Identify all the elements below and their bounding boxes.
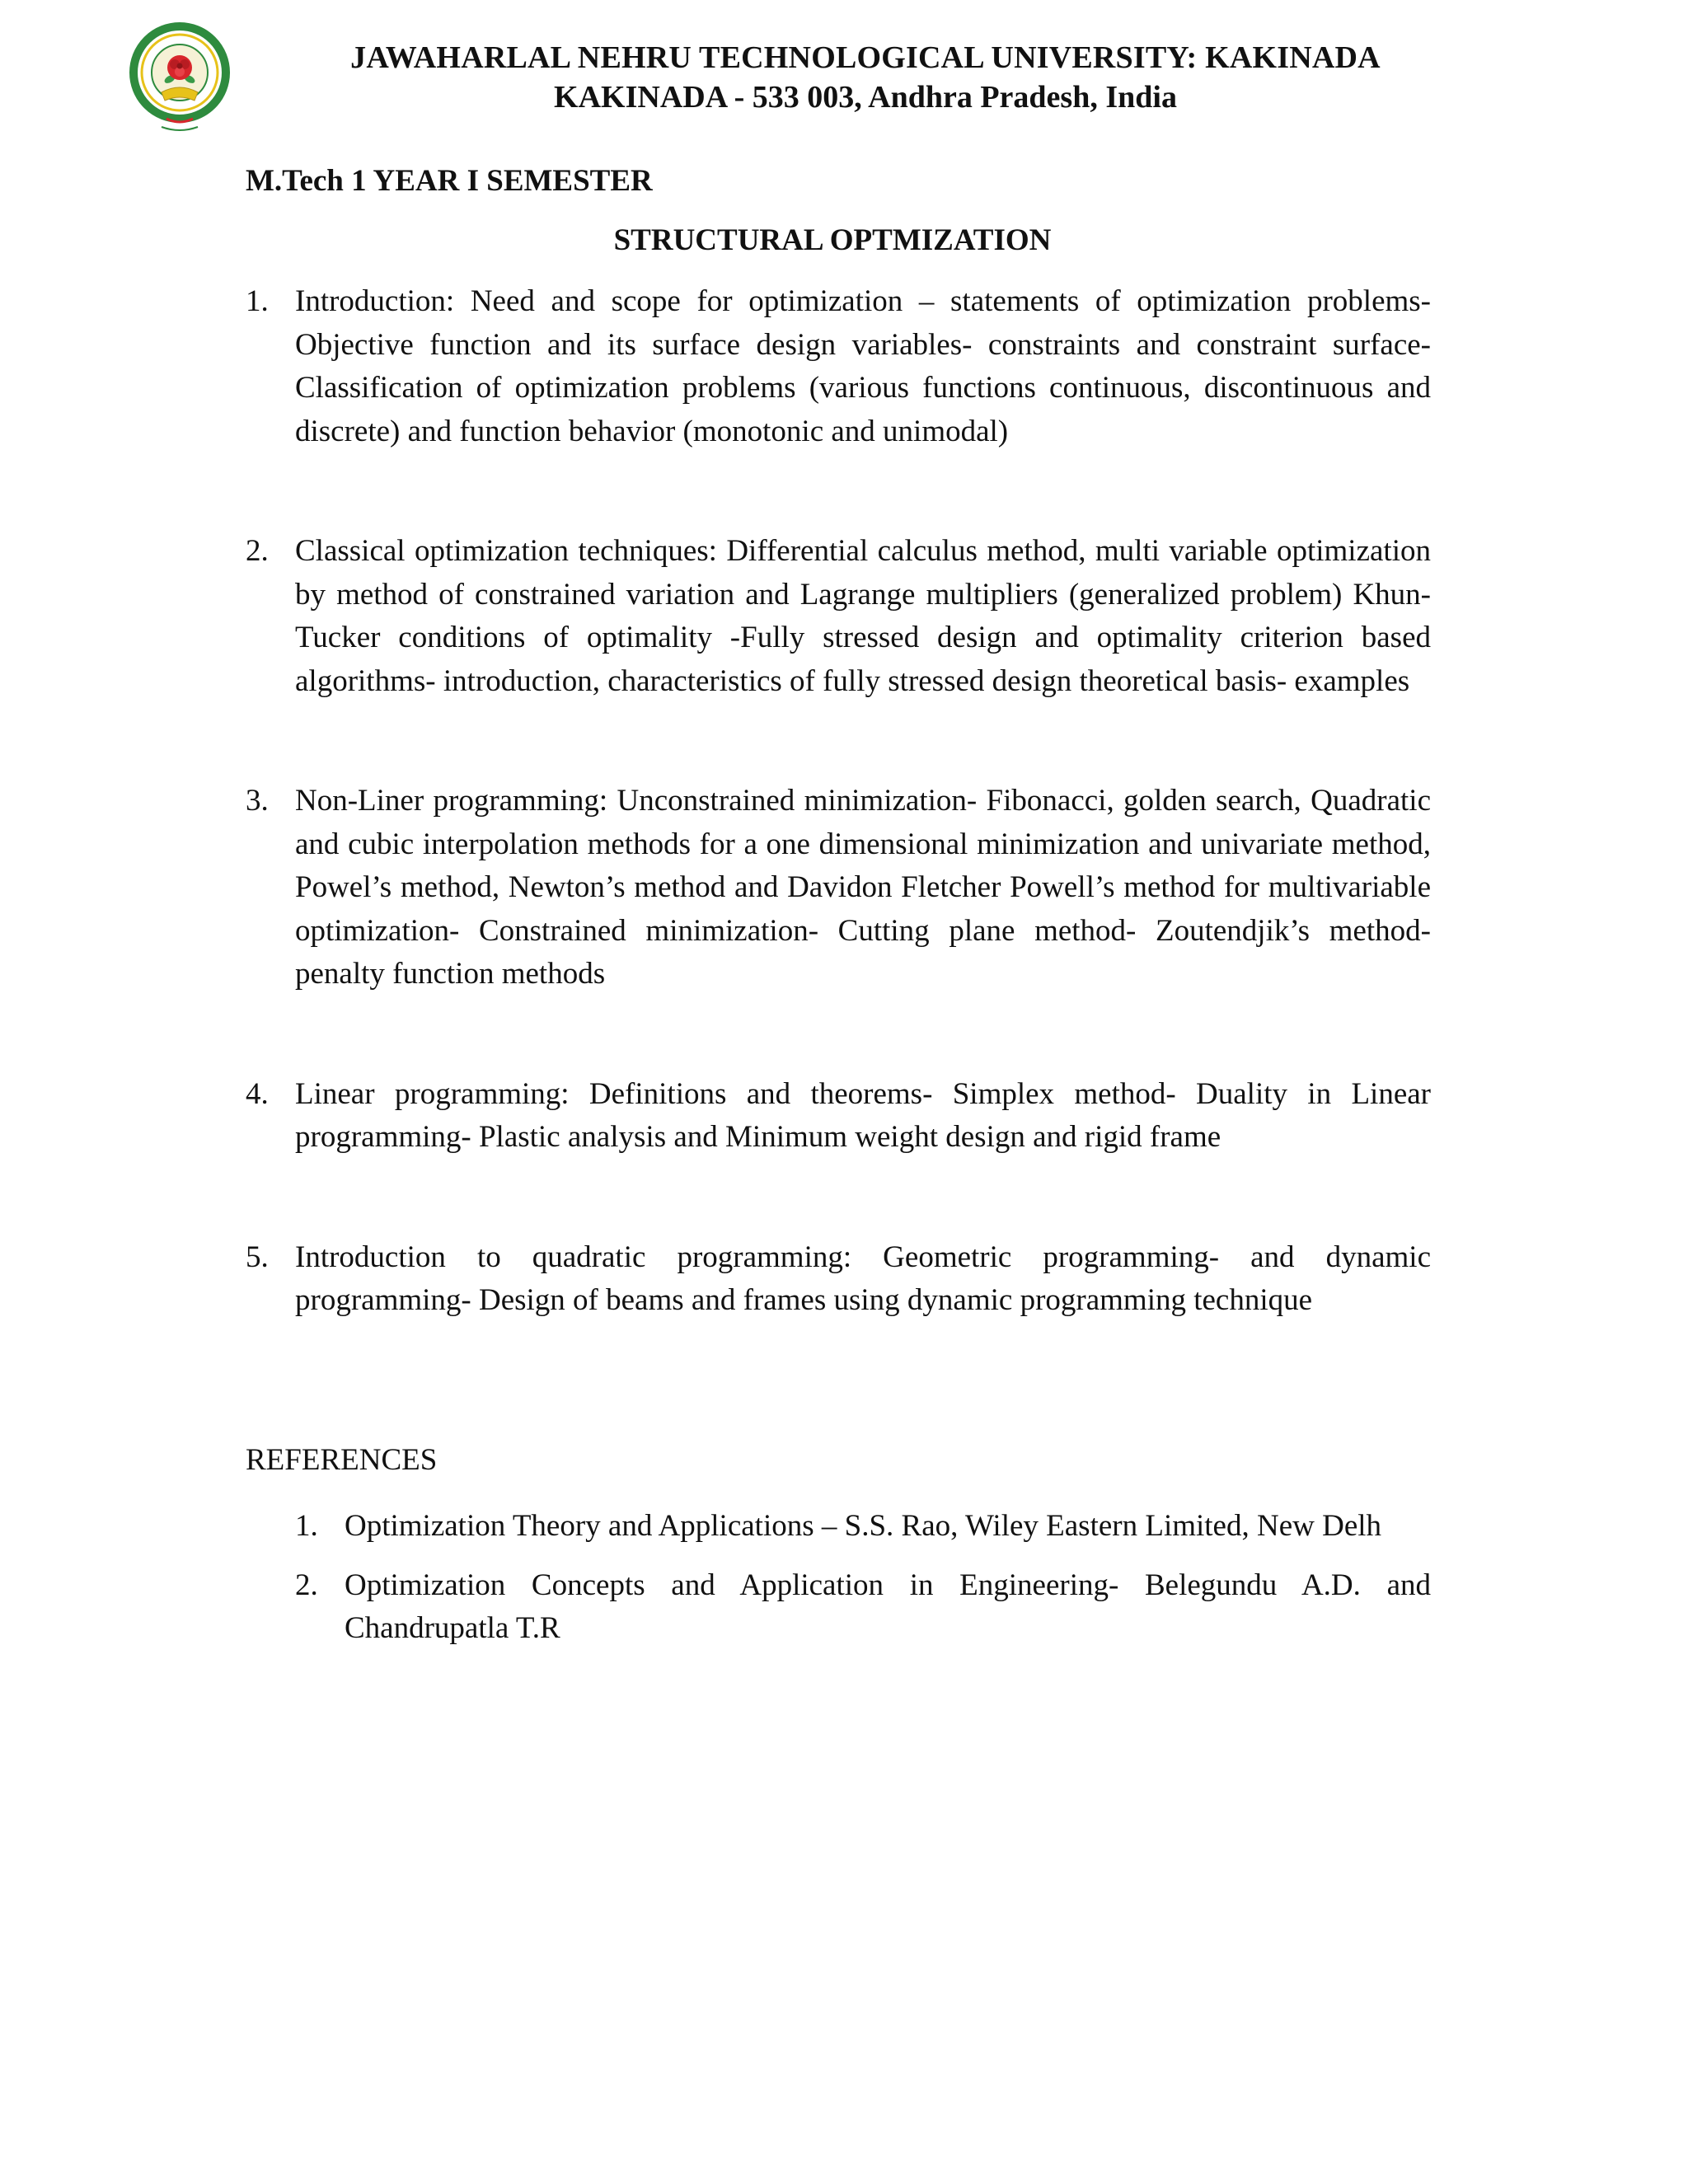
reference-number: 2.	[295, 1568, 318, 1602]
unit-text: Non-Liner programming: Unconstrained minimization- Fibonacci, golden search, Quadratic and cubic interpolation methods for a one dimensional minimization and univariate method, Powel’s method, Newton’s method and Davidon Fletcher Powell’s method for multivariable optimization- Constrained minimization- Cutting plane method- Zoutendjik’s method- penalty function methods	[295, 784, 1431, 991]
unit-item	[246, 280, 1431, 453]
unit-text: Linear programming: Definitions and theorems- Simplex method- Duality in Linear programming- Plastic analysis and Minimum weight design and rigid frame	[295, 1076, 1431, 1154]
university-address: KAKINADA - 533 003, Andhra Pradesh, India	[554, 80, 1177, 115]
unit-text: Introduction to quadratic programming: Geometric programming- and dynamic programming- Design of beams and frames using dynamic programming technique	[295, 1240, 1431, 1317]
university-name: JAWAHARLAL NEHRU TECHNOLOGICAL UNIVERSITY: KAKINADA	[350, 40, 1381, 75]
unit-item	[246, 780, 1431, 996]
unit-item	[246, 1073, 1431, 1160]
reference-item	[295, 1505, 1431, 1548]
unit-item	[246, 1236, 1431, 1323]
reference-item	[295, 1564, 1431, 1650]
reference-text: Optimization Concepts and Application in Engineering- Belegundu A.D. and Chandrupatla T.R	[345, 1568, 1431, 1645]
syllabus-units	[246, 280, 1431, 1323]
university-seal-icon	[129, 21, 231, 135]
unit-number: 5.	[246, 1240, 269, 1274]
course-title: M.Tech 1 YEAR I SEMESTER	[246, 164, 653, 198]
university-header	[247, 38, 1484, 117]
unit-number: 4.	[246, 1076, 269, 1111]
reference-text: Optimization Theory and Applications – S.S. Rao, Wiley Eastern Limited, New Delh	[345, 1509, 1382, 1543]
reference-number: 1.	[295, 1509, 318, 1543]
references-list	[295, 1505, 1431, 1650]
subject-title: STRUCTURAL OPTMIZATION	[613, 223, 1052, 257]
unit-text: Classical optimization techniques: Differential calculus method, multi variable optimization by method of constrained variation and Lagrange multipliers (generalized problem) Khun-Tucker conditions of optimality -Fully stressed design and optimality criterion based algorithms- introduction, characteristics of fully stressed design theoretical basis- examples	[295, 534, 1431, 698]
university-logo	[129, 21, 231, 135]
unit-item	[246, 530, 1431, 703]
unit-number: 3.	[246, 784, 269, 818]
unit-text: Introduction: Need and scope for optimization – statements of optimization problems- Objective function and its surface design variables- constraints and constraint surface- Classification of optimization problems (various functions continuous, discontinuous and discrete) and function behavior (monotonic and unimodal)	[295, 284, 1431, 448]
unit-number: 2.	[246, 534, 269, 568]
references-heading: REFERENCES	[246, 1443, 438, 1477]
unit-number: 1.	[246, 284, 269, 318]
